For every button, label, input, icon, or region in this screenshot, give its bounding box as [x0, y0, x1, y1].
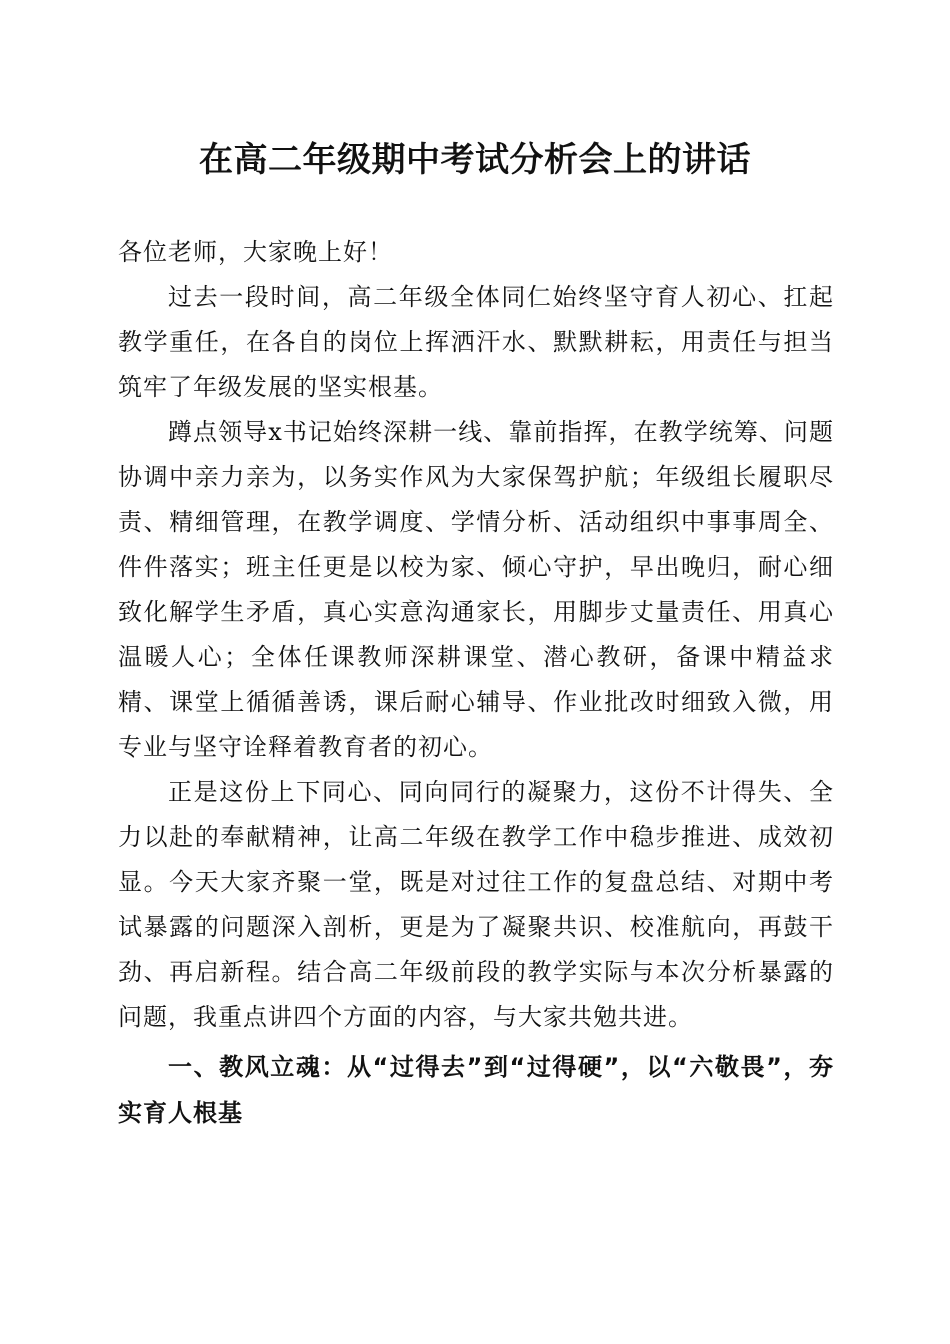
document-title: 在高二年级期中考试分析会上的讲话: [199, 140, 751, 180]
document-body: [118, 230, 834, 1136]
greeting-line: 各位老师，大家晚上好！: [118, 238, 393, 266]
section-heading: 一、教风立魂：从“过得去”到“过得硬”，以“六敬畏”，夯实育人根基: [118, 1053, 834, 1127]
paragraph: 过去一段时间，高二年级全体同仁始终坚守育人初心、扛起教学重任，在各自的岗位上挥洒汗水、默默耕耘，用责任与担当筑牢了年级发展的坚实根基。: [118, 283, 834, 401]
paragraph: 蹲点领导x书记始终深耕一线、靠前指挥，在教学统筹、问题协调中亲力亲为，以务实作风为大家保驾护航；年级组长履职尽责、精细管理，在教学调度、学情分析、活动组织中事事周全、件件落实；班主任更是以校为家、倾心守护，早出晚归，耐心细致化解学生矛盾，真心实意沟通家长，用脚步丈量责任、用真心温暖人心；全体任课教师深耕课堂、潜心教研，备课中精益求精、课堂上循循善诱，课后耐心辅导、作业批改时细致入微，用专业与坚守诠释着教育者的初心。: [118, 418, 834, 761]
paragraph: 正是这份上下同心、同向同行的凝聚力，这份不计得失、全力以赴的奉献精神，让高二年级在教学工作中稳步推进、成效初显。今天大家齐聚一堂，既是对过往工作的复盘总结、对期中考试暴露的问题深入剖析，更是为了凝聚共识、校准航向，再鼓干劲、再启新程。结合高二年级前段的教学实际与本次分析暴露的问题，我重点讲四个方面的内容，与大家共勉共进。: [118, 778, 834, 1031]
